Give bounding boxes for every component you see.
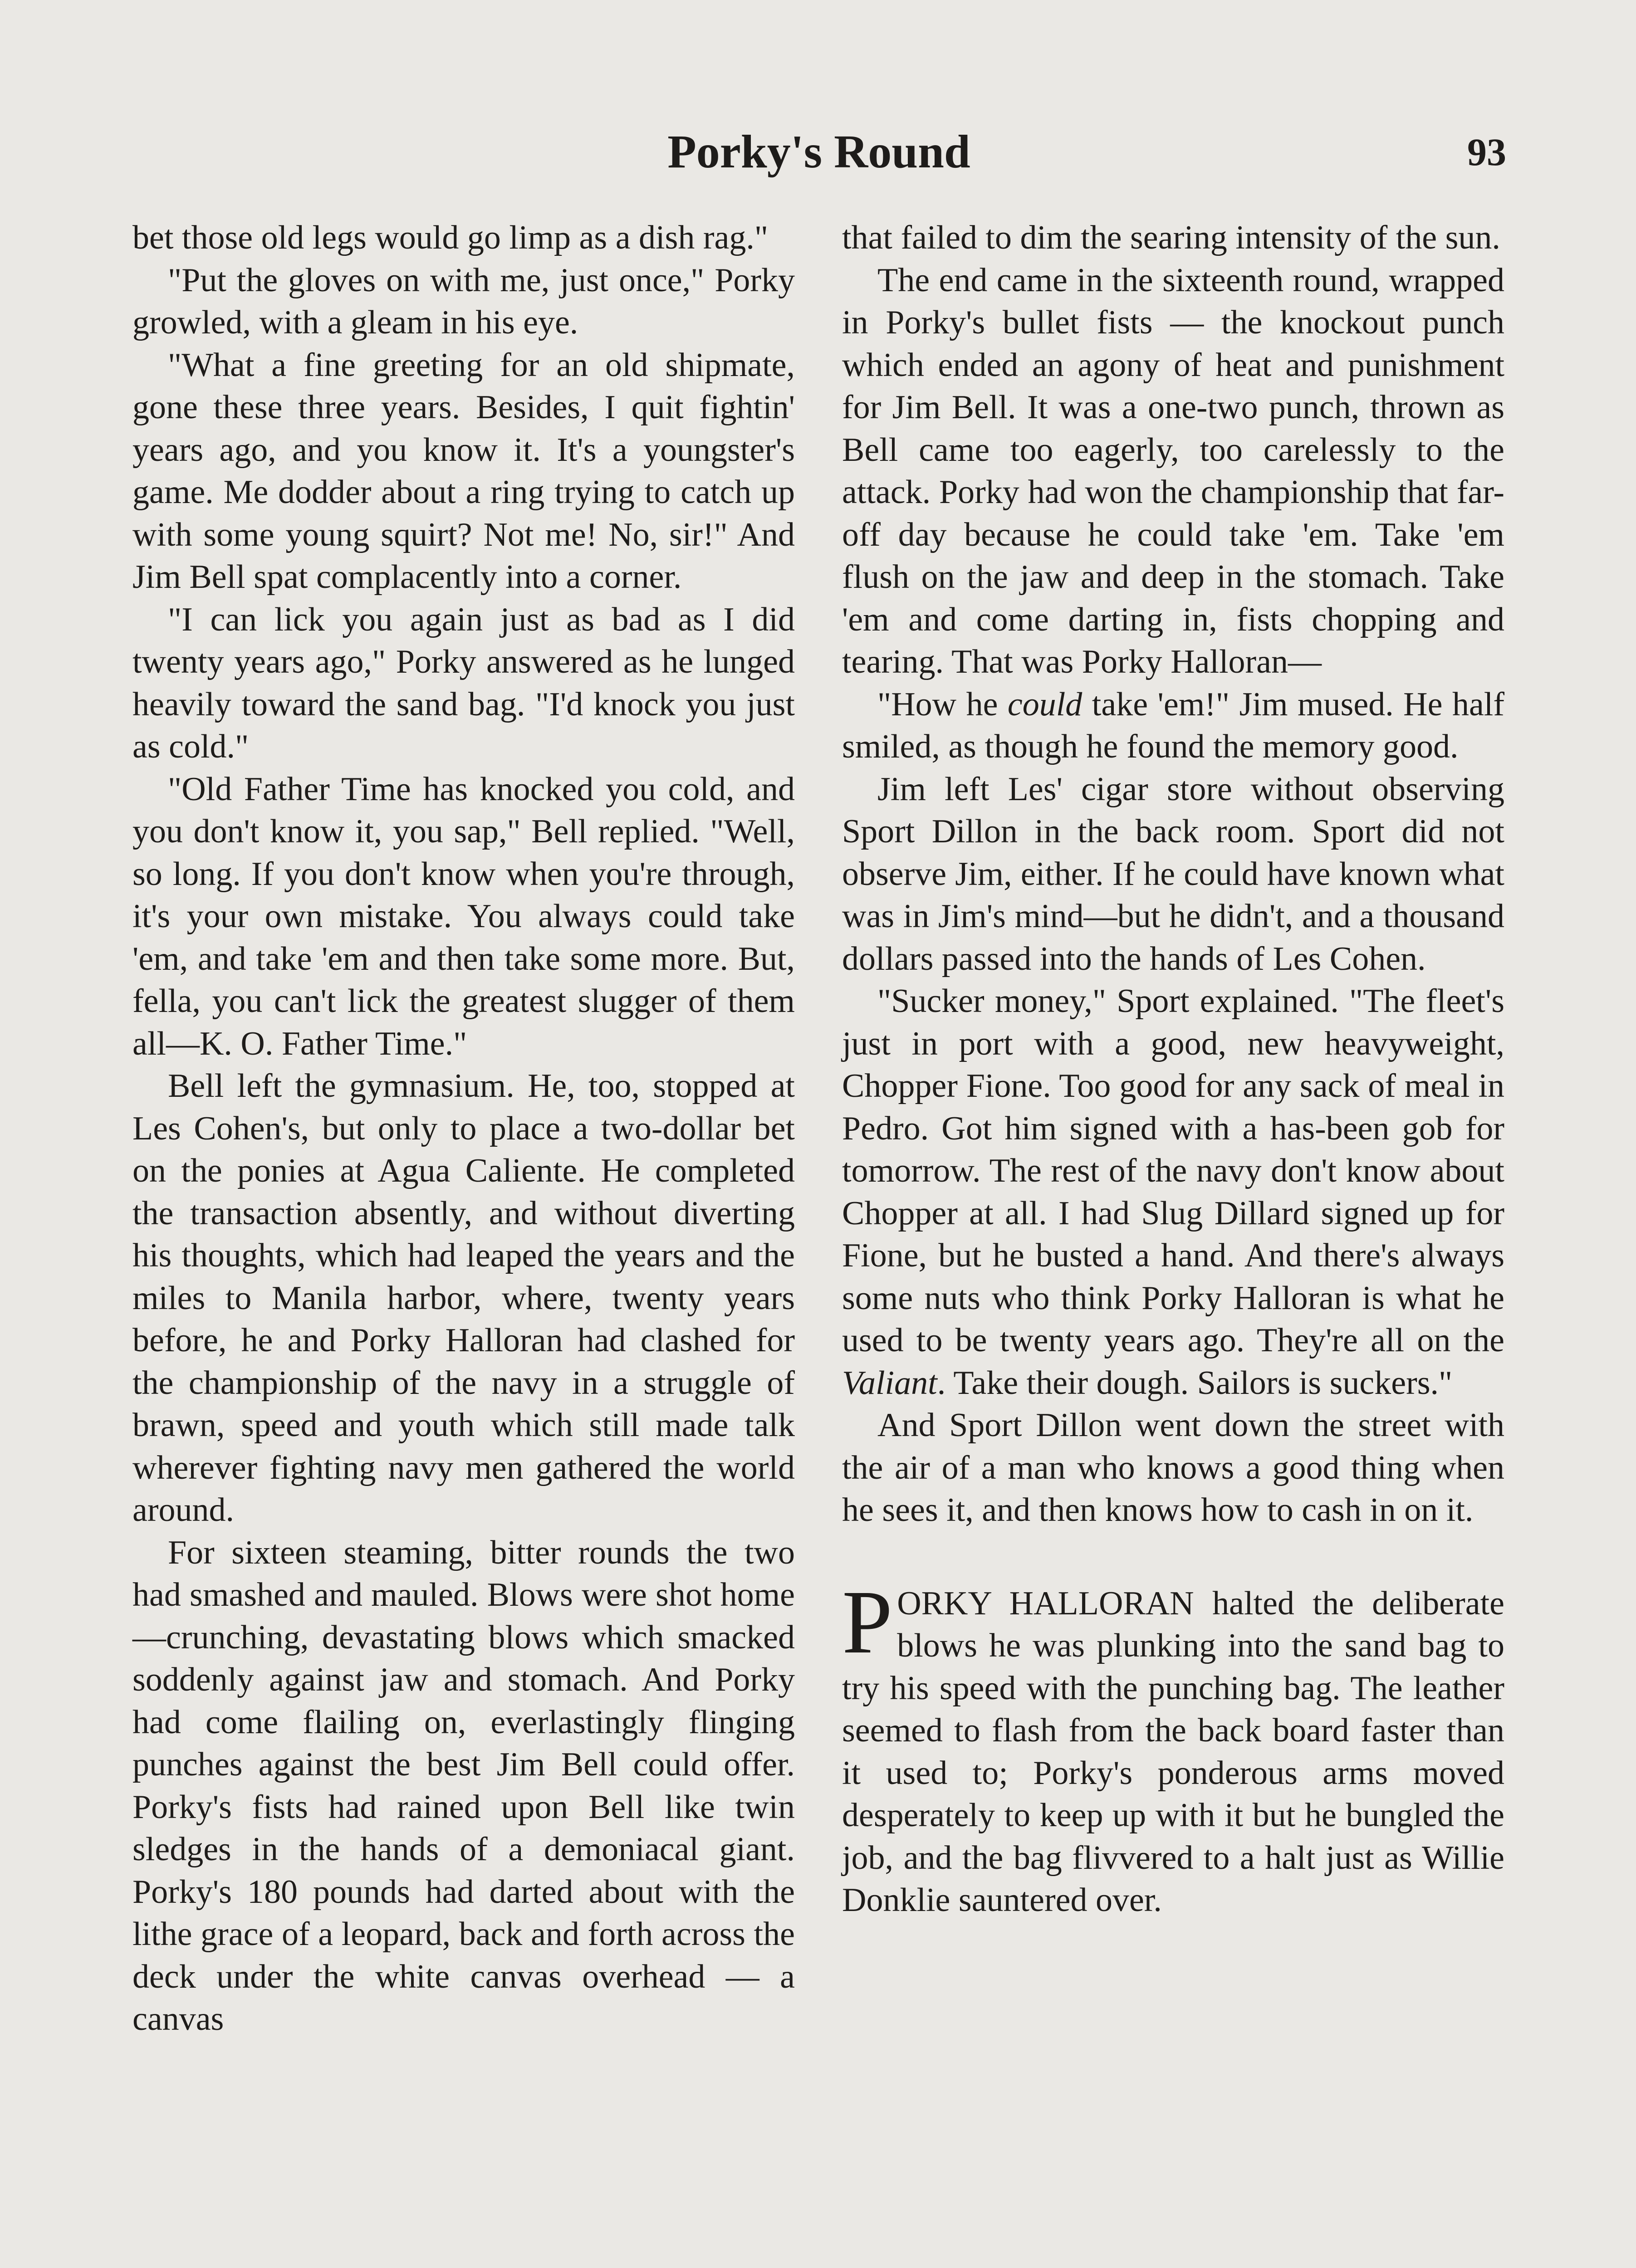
paragraph: Jim left Les' cigar store without observing Sport Dillon in the back room. Sport did not observe Jim, either. If he could have known what was in Jim's mind—but he didn't, and a thousand dollars passed into the hands of Les Cohen. [842, 770, 1504, 978]
paragraph: For sixteen steaming, bitter rounds the two had smashed and mauled. Blows were shot home—crunching, devastating blows which smacked soddenly against jaw and stomach. And Porky had come flailing on, everlastingly flinging punches against the best Jim Bell could offer. Porky's fists had rained upon Bell like twin sledges in the hands of a demoniacal giant. Porky's 180 pounds had darted about with the lithe grace of a leopard, back and forth across the deck under the white canvas overhead — a canvas [132, 1534, 795, 2038]
paragraph: bet those old legs would go limp as a dish rag." [132, 219, 769, 256]
right-column [842, 217, 1504, 1922]
ship-name: Valiant [842, 1364, 937, 1402]
paragraph: And Sport Dillon went down the street with the air of a man who knows a good thing when he sees it, and then knows how to cash in on it. [842, 1407, 1504, 1529]
text-run: take 'em!" Jim mused. He half smiled, as though he found the memory good. [842, 685, 1504, 765]
paragraph: "Old Father Time has knocked you cold, and you don't know it, you sap," Bell replied. "Well, so long. If you don't know when you're through, it's your own mistake. You always could take 'em, and take 'em and then take some more. But, fella, you can't lick the greatest slugger of them all—K. O. Father Time." [132, 770, 795, 1062]
paragraph: "I can lick you again just as bad as I did twenty years ago," Porky answered as he lunged heavily toward the sand bag. "I'd knock you just as cold." [132, 601, 795, 765]
text-run: "Sucker money," Sport explained. "The fleet's just in port with a good, new heavyweight, Chopper Fione. Too good for any sack of meal in Pedro. Got him signed with a has-been gob for tomorrow. The rest of the navy don't know about Chopper at all. I had Slug Dillard signed up for Fione, but he busted a hand. And there's always some nuts who think Porky Halloran is what he used to be twenty years ago. They're all on the [842, 982, 1504, 1359]
text-run: ORKY HALLORAN halted the deliberate blows he was plunking into the sand bag to try his speed with the punching bag. The leather seemed to flash from the back board faster than it used to; Porky's ponderous arms moved desperately to keep up with it but he bungled the job, and the bag flivvered to a halt just as Willie Donklie sauntered over. [842, 1584, 1504, 1919]
paragraph: that failed to dim the searing intensity of the sun. [842, 219, 1500, 256]
page-header [132, 122, 1506, 181]
paragraph [842, 980, 1504, 1404]
running-title: Porky's Round [667, 126, 970, 178]
paragraph: "What a fine greeting for an old shipmate, gone these three years. Besides, I quit fightin' years ago, and you know it. It's a youngster's game. Me dodder about a ring trying to catch up with some young squirt? Not me! No, sir!" And Jim Bell spat complacently into a corner. [132, 346, 795, 596]
italic-word: could [1007, 685, 1083, 723]
section-opening-paragraph [842, 1572, 1504, 1922]
text-run: "How he [877, 685, 1008, 723]
text-run: . Take their dough. Sailors is suckers." [937, 1364, 1453, 1402]
drop-cap: P [842, 1572, 893, 1672]
paragraph: Bell left the gymnasium. He, too, stopped at Les Cohen's, but only to place a two-dollar bet on the ponies at Agua Caliente. He completed the transaction absently, and without diverting his thoughts, which had leaped the years and the miles to Manila harbor, where, twenty years before, he and Porky Halloran had clashed for the championship of the navy in a struggle of brawn, speed and youth which still made talk wherever fighting navy men gathered the world around. [132, 1067, 795, 1529]
paragraph [842, 684, 1504, 768]
left-column [132, 217, 795, 2041]
paragraph: "Put the gloves on with me, just once," Porky growled, with a gleam in his eye. [132, 261, 795, 341]
paragraph: The end came in the sixteenth round, wrapped in Porky's bullet fists — the knockout punch which ended an agony of heat and punishment for Jim Bell. It was a one-two punch, thrown as Bell came too eagerly, too carelessly to the attack. Porky had won the championship that far-off day because he could take 'em. Take 'em flush on the jaw and deep in the stomach. Take 'em and come darting in, fists chopping and tearing. That was Porky Halloran— [842, 261, 1504, 680]
page-number: 93 [1467, 130, 1506, 174]
